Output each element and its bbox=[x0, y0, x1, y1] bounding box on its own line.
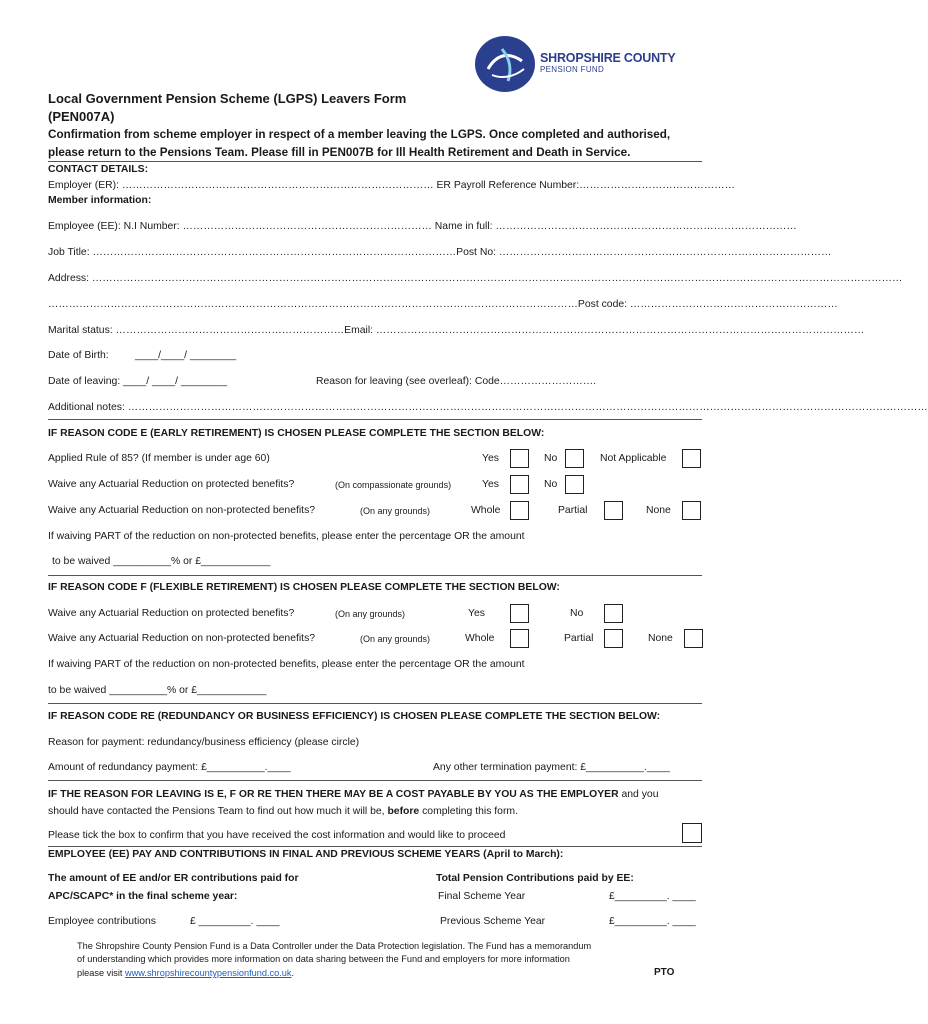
logo-line2: PENSION FUND bbox=[540, 65, 605, 74]
contact-heading: CONTACT DETAILS: bbox=[48, 164, 149, 175]
f-nonprotected-question: Waive any Actuarial Reduction on non-protected benefits? bbox=[48, 633, 316, 644]
f-nonprotected-note: (On any grounds) bbox=[360, 634, 431, 644]
section-re-heading: IF REASON CODE RE (REDUNDANCY OR BUSINESS EFFICIENCY) IS CHOSEN PLEASE COMPLETE THE SECTION BELOW: bbox=[48, 711, 661, 722]
logo-line1: SHROPSHIRE COUNTY bbox=[540, 51, 676, 65]
rule85-question: Applied Rule of 85? (If member is under age 60) bbox=[48, 453, 270, 464]
footer-line1: The Shropshire County Pension Fund is a Data Controller under the Data Protection legislation. The Fund has a memorandum bbox=[77, 941, 592, 951]
cost-confirm-text: Please tick the box to confirm that you have received the cost information and would like to proceed bbox=[48, 830, 506, 841]
intro-line2: please return to the Pensions Team. Please fill in PEN007B for Ill Health Retirement and Death in Service. bbox=[48, 146, 631, 159]
divider bbox=[48, 780, 702, 781]
postcode-field[interactable]: ………………………………………………………………………………………………………………………………………Post code: …………………………………………………… bbox=[48, 299, 838, 310]
marital-email-field[interactable]: Marital status: …………………………………………………………Email: …………………………………………………………………………………………………………………………… bbox=[48, 325, 865, 336]
rule85-no-label: No bbox=[544, 453, 558, 464]
f-part-instruction: If waiving PART of the reduction on non-protected benefits, please enter the percentage OR the amount bbox=[48, 659, 525, 670]
form-title: Local Government Pension Scheme (LGPS) Leavers Form bbox=[48, 91, 407, 106]
e-waived-field[interactable]: to be waived __________% or £____________ bbox=[52, 556, 271, 567]
e-nonprotected-note: (On any grounds) bbox=[360, 506, 431, 516]
divider bbox=[48, 575, 702, 576]
intro-line1: Confirmation from scheme employer in respect of a member leaving the LGPS. Once completed and authorised, bbox=[48, 128, 671, 141]
f-protected-yes-checkbox[interactable] bbox=[510, 604, 529, 623]
e-protected-question: Waive any Actuarial Reduction on protected benefits? bbox=[48, 479, 295, 490]
rule85-yes-label: Yes bbox=[482, 453, 499, 464]
ni-name-field[interactable]: Employee (EE): N.I Number: ……………………………………………………………… Name in full: …………………………………………………………………………… bbox=[48, 221, 797, 232]
rule85-na-checkbox[interactable] bbox=[682, 449, 701, 468]
pto-label: PTO bbox=[654, 967, 675, 978]
redundancy-amount-field[interactable]: Amount of redundancy payment: £__________.____ bbox=[48, 762, 291, 773]
other-termination-field[interactable]: Any other termination payment: £__________.____ bbox=[433, 762, 670, 773]
divider bbox=[48, 419, 702, 420]
pension-fund-website-link[interactable]: www.shropshirecountypensionfund.co.uk bbox=[125, 968, 292, 978]
e-protected-yes-label: Yes bbox=[482, 479, 499, 490]
rule85-no-checkbox[interactable] bbox=[565, 449, 584, 468]
e-partial-checkbox[interactable] bbox=[604, 501, 623, 520]
final-year-field[interactable]: £_________. ____ bbox=[609, 891, 696, 902]
f-waived-field[interactable]: to be waived __________% or £____________ bbox=[48, 685, 267, 696]
footer-line2: of understanding which provides more information on data sharing between the Fund and employers for more information bbox=[77, 954, 570, 964]
e-nonprotected-question: Waive any Actuarial Reduction on non-protected benefits? bbox=[48, 505, 316, 516]
cost-notice-end: completing this form. bbox=[419, 806, 518, 817]
cost-notice-text: should have contacted the Pensions Team to find out how much it will be, bbox=[48, 806, 388, 817]
f-whole-checkbox[interactable] bbox=[510, 629, 529, 648]
ee-contrib-label: Employee contributions bbox=[48, 916, 157, 927]
cost-notice-bold: IF THE REASON FOR LEAVING IS E, F OR RE THEN THERE MAY BE A COST PAYABLE BY YOU AS THE EMPLOYER bbox=[48, 789, 619, 800]
f-protected-no-label: No bbox=[570, 608, 584, 619]
f-protected-yes-label: Yes bbox=[468, 608, 485, 619]
e-none-checkbox[interactable] bbox=[682, 501, 701, 520]
ee-contrib-field[interactable]: £ _________. ____ bbox=[190, 916, 280, 927]
employer-field[interactable]: Employer (ER): ……………………………………………………………………………… ER Payroll Reference Number:……………………………………… bbox=[48, 180, 736, 191]
leaving-date-field[interactable]: Date of leaving: ____/ ____/ ________ bbox=[48, 376, 228, 387]
cost-notice-line1 bbox=[48, 789, 658, 800]
e-part-instruction: If waiving PART of the reduction on non-protected benefits, please enter the percentage OR the amount bbox=[48, 531, 525, 542]
reason-code-field[interactable]: Reason for leaving (see overleaf): Code………………………. bbox=[316, 376, 597, 387]
e-protected-yes-checkbox[interactable] bbox=[510, 475, 529, 494]
f-none-label: None bbox=[648, 633, 673, 644]
apc-heading-line1: The amount of EE and/or ER contributions paid for bbox=[48, 873, 299, 884]
f-protected-no-checkbox[interactable] bbox=[604, 604, 623, 623]
dob-field[interactable]: ____/____/ ________ bbox=[135, 350, 237, 361]
re-reason-text: Reason for payment: redundancy/business efficiency (please circle) bbox=[48, 737, 360, 748]
total-contrib-heading: Total Pension Contributions paid by EE: bbox=[436, 873, 634, 884]
cost-notice-before: before bbox=[387, 806, 420, 817]
member-info-heading: Member information: bbox=[48, 195, 152, 206]
footer-visit-text: please visit bbox=[77, 968, 126, 978]
final-year-label: Final Scheme Year bbox=[438, 891, 526, 902]
additional-notes-field[interactable]: Additional notes: …………………………………………………………………………………………………………………………………………………………………………………………………………… bbox=[48, 402, 928, 413]
e-protected-no-label: No bbox=[544, 479, 558, 490]
job-title-field[interactable]: Job Title: ……………………………………………………………………………………………Post No: …………………………………………………………………………………… bbox=[48, 247, 832, 258]
divider bbox=[48, 161, 702, 162]
divider bbox=[48, 846, 702, 847]
address-field[interactable]: Address: ……………………………………………………………………………………………………………………………………………………………………………………………………………… bbox=[48, 273, 903, 284]
cost-notice-tail: and you bbox=[618, 789, 659, 800]
f-partial-checkbox[interactable] bbox=[604, 629, 623, 648]
footer-line3 bbox=[77, 968, 294, 978]
prev-year-field[interactable]: £_________. ____ bbox=[609, 916, 696, 927]
rule85-na-label: Not Applicable bbox=[600, 453, 667, 464]
f-protected-question: Waive any Actuarial Reduction on protected benefits? bbox=[48, 608, 295, 619]
e-protected-note: (On compassionate grounds) bbox=[335, 480, 452, 490]
prev-year-label: Previous Scheme Year bbox=[440, 916, 546, 927]
e-partial-label: Partial bbox=[558, 505, 588, 516]
f-partial-label: Partial bbox=[564, 633, 594, 644]
rule85-yes-checkbox[interactable] bbox=[510, 449, 529, 468]
f-none-checkbox[interactable] bbox=[684, 629, 703, 648]
e-whole-label: Whole bbox=[471, 505, 501, 516]
dob-label: Date of Birth: bbox=[48, 350, 109, 361]
pay-heading: EMPLOYEE (EE) PAY AND CONTRIBUTIONS IN FINAL AND PREVIOUS SCHEME YEARS (April to March): bbox=[48, 849, 564, 860]
e-none-label: None bbox=[646, 505, 671, 516]
section-f-heading: IF REASON CODE F (FLEXIBLE RETIREMENT) IS CHOSEN PLEASE COMPLETE THE SECTION BELOW: bbox=[48, 582, 560, 593]
apc-heading-line2: APC/SCAPC* in the final scheme year: bbox=[48, 891, 238, 902]
section-e-heading: IF REASON CODE E (EARLY RETIREMENT) IS CHOSEN PLEASE COMPLETE THE SECTION BELOW: bbox=[48, 428, 545, 439]
form-code: (PEN007A) bbox=[48, 109, 115, 124]
pension-fund-logo-emblem-icon bbox=[474, 35, 536, 93]
divider bbox=[48, 703, 702, 704]
cost-confirm-checkbox[interactable] bbox=[682, 823, 702, 843]
footer-period: . bbox=[291, 968, 295, 978]
f-whole-label: Whole bbox=[465, 633, 495, 644]
f-protected-note: (On any grounds) bbox=[335, 609, 406, 619]
e-whole-checkbox[interactable] bbox=[510, 501, 529, 520]
e-protected-no-checkbox[interactable] bbox=[565, 475, 584, 494]
cost-notice-line2 bbox=[48, 806, 518, 817]
